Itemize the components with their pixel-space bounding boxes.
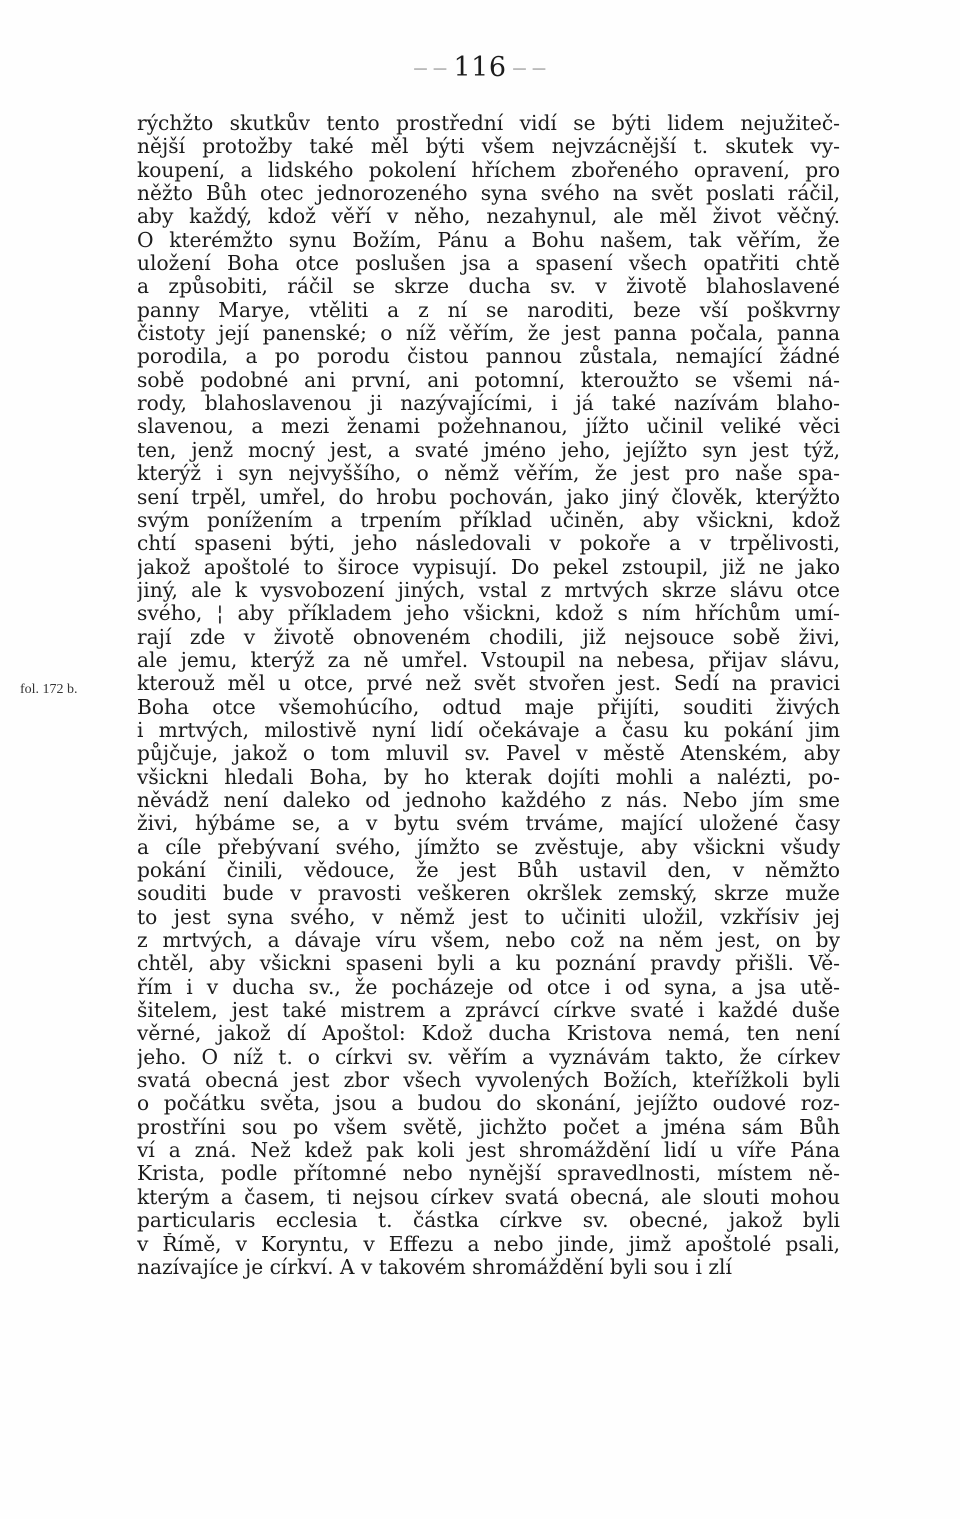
text-line: panny Marye, vtěliti a z ní se naroditi, beze vší poškvrny [137,298,840,322]
text-line: věrné, jakož dí Apoštol: Kdož ducha Kristova nemá, ten není [137,1022,840,1046]
text-line: porodila, a po porodu čistou pannou zůstala, nemající žádné [137,345,840,369]
text-line: prostříni sou po všem světě, jichžto počet a jména sám Bůh [137,1115,840,1139]
text-line: rýchžto skutkův tento prostřední vidí se býti lidem nejužiteč- [137,112,840,135]
text-line: jiný, ale k vysvobození jiných, vstal z mrtvých skrze slávu otce [137,578,840,602]
header-dash-right: — — [512,60,547,77]
page-number: 116 [453,52,507,83]
text-line: pokání činili, vědouce, že jest Bůh ustavil den, v němžto [137,859,840,882]
text-line: o počátku světa, jsou a budou do skonání, jejížto oudové roz- [137,1092,840,1116]
text-line: šitelem, jest také mistrem a zprávcí církve svaté i každé duše [137,999,840,1023]
text-line: chtěl, aby všickni spaseni byli a ku poznání pravdy přišli. Vě- [137,952,840,976]
text-line: particularis ecclesia t. částka církve sv. obecné, jakož byli [137,1209,840,1233]
text-line: rody, blahoslavenou ji nazývajícími, i já také nazívám blaho- [137,392,840,416]
text-line: jakož apoštolé to široce vypisují. Do pekel zstoupil, již ne jako [137,555,840,579]
text-line: uložení Boha otce poslušen jsa a spasení všech opatřiti chtě [137,252,840,276]
text-line: jeho. O níž t. o církvi sv. věřím a vyznávám takto, že církev [137,1045,840,1069]
text-line: kterouž měl u otce, prvé než svět stvořen jest. Sedí na pravici [137,672,840,696]
text-line: v Římě, v Koryntu, v Effezu a nebo jinde, jimž apoštolé psali, [137,1232,840,1256]
body-text [137,112,840,1279]
text-line: rají zde v životě obnoveném chodili, již nejsouce sobě živi, [137,625,840,649]
text-line: a způsobiti, ráčil se skrze ducha sv. v životě blahoslavené [137,275,840,299]
text-line: i mrtvých, milostivě nyní lidí očekávaje a času ku pokání jim [137,718,840,742]
text-line: O kterémžto synu Božím, Pánu a Bohu našem, tak věřím, že [137,228,840,252]
text-line: ale jemu, kterýž za ně umřel. Vstoupil na nebesa, přijav slávu, [137,648,840,672]
text-line: svého, ¦ aby příkladem jeho všickni, kdož s ním hříchům umí- [137,602,840,626]
text-line: řím i v ducha sv., že pocházeje od otce i od syna, a jsa utě- [137,975,840,999]
text-line: souditi bude v pravosti veškeren okršlek zemský, skrze muže [137,882,840,906]
page-header [0,52,960,83]
header-dash-left: — — [413,60,448,77]
text-line: svatá obecná jest zbor všech vyvolených Božích, kteřížkoli byli [137,1069,840,1093]
text-line: to jest syna svého, v němž jest to učiniti uložil, vzkřísiv jej [137,905,840,929]
text-line: slavenou, a mezi ženami požehnanou, jížto učinil veliké věci [137,415,840,439]
text-line: sení trpěl, umřel, do hrobu pochován, jako jiný člověk, kterýžto [137,485,840,509]
text-line: nější protožby také měl býti všem nejvzácnější t. skutek vy- [137,135,840,159]
text-line: něžto Bůh otec jednorozeného syna svého na svět poslati ráčil, [137,182,840,206]
text-line: ví a zná. Než kdež pak koli jest shromáždění lidí u víře Pána [137,1139,840,1163]
text-line: něvádž není daleko od jednoho každého z nás. Nebo jím sme [137,788,840,812]
text-line: kterýž i syn nejvyššího, o němž věřím, že jest pro naše spa- [137,462,840,486]
text-line: všickni hledali Boha, by ho kterak dojíti mohli a nalézti, po- [137,765,840,789]
text-line: nazívajíce je církví. A v takovém shromáždění byli sou i zlí [137,1255,732,1279]
text-line: čistoty její panenské; o níž věřím, že jest panna počala, panna [137,322,840,346]
text-line: Boha otce všemohúcího, odtud maje přijíti, souditi živých [137,695,840,719]
text-line: aby každý, kdož věří v něho, nezahynul, ale měl život věčný. [137,205,840,229]
text-line: koupení, a lidského pokolení hříchem zbořeného opravení, pro [137,158,840,182]
text-line: svým ponížením a trpením příklad učiněn, aby všickni, kdož [137,508,840,532]
text-line: ten, jenž mocný jest, a svaté jméno jeho, jejížto syn jest týž, [137,438,840,462]
text-line: chtí spaseni býti, jeho následovali v pokoře a v trpělivosti, [137,532,840,556]
text-line: živi, hýbáme se, a v bytu svém trváme, mající uložené časy [137,812,840,836]
text-line: Krista, podle přítomné nebo nynější spravedlnosti, místem ně- [137,1162,840,1186]
text-line: sobě podobné ani první, ani potomní, kteroužto se všemi ná- [137,368,840,392]
text-line: kterým a časem, ti nejsou církev svatá obecná, ale slouti mohou [137,1185,840,1209]
text-line: půjčuje, jakož o tom mluvil sv. Pavel v městě Atenském, aby [137,742,840,766]
margin-note: fol. 172 b. [20,682,78,697]
text-line: z mrtvých, a dávaje víru všem, nebo což na něm jest, on by [137,929,840,953]
text-line: a cíle přebývaní svého, jímžto se zvěstuje, aby všickni všudy [137,835,840,859]
